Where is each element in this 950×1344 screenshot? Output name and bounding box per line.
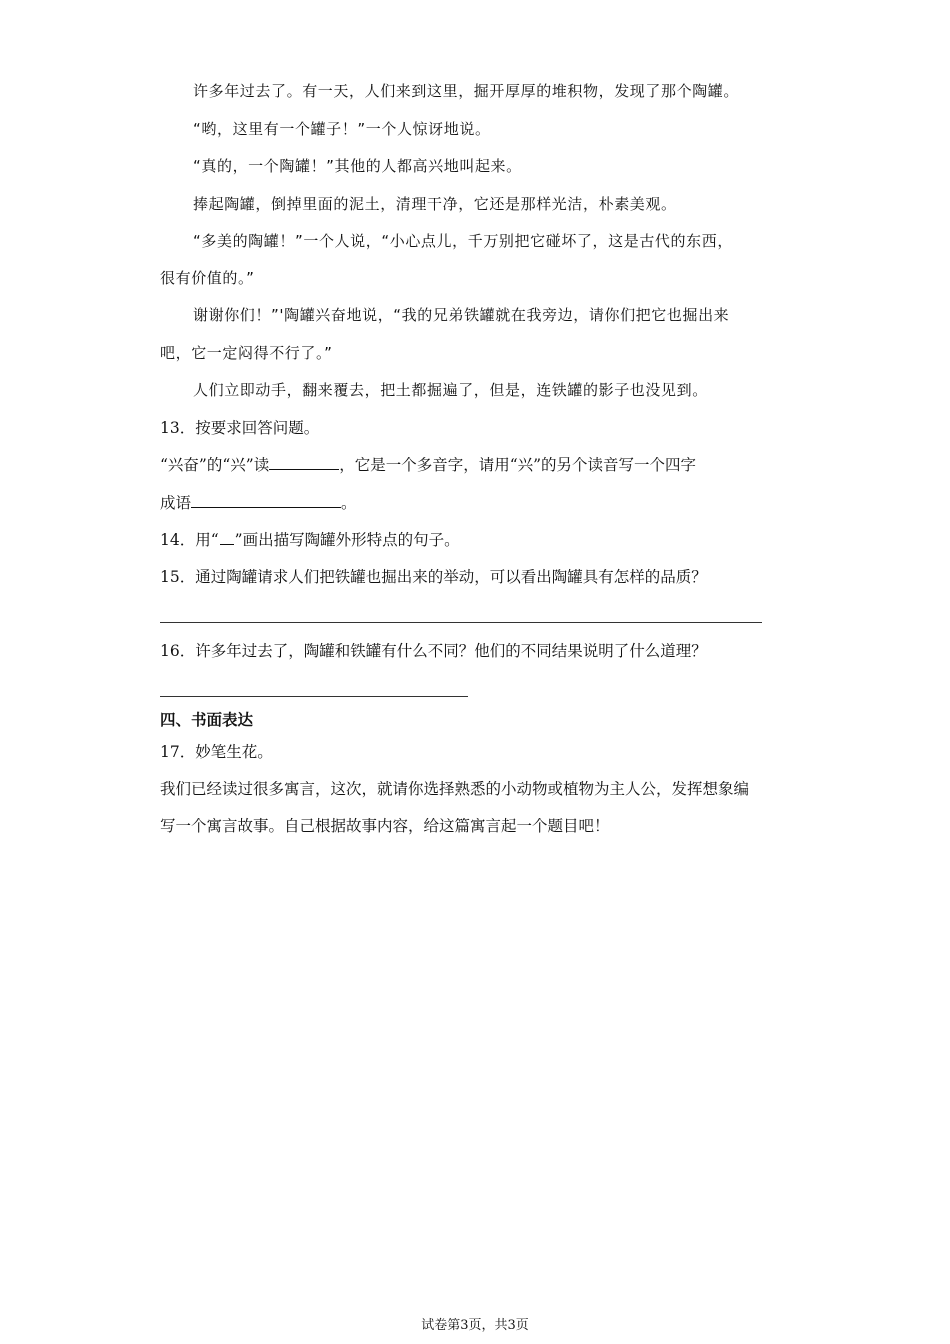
section-4-heading: 四、书面表达 xyxy=(160,711,254,729)
story-line-4: 捧起陶罐，倒掉里面的泥土，清理干净，它还是那样光洁，朴素美观。 xyxy=(193,195,677,213)
q13-title: 13．按要求回答问题。 xyxy=(160,419,320,437)
q17-title: 17．妙笔生花。 xyxy=(160,743,273,761)
underline-mark xyxy=(220,530,234,545)
story-line-5: “多美的陶罐！”一个人说，“小心点儿，千万别把它碰坏了，这是古代的东西， xyxy=(193,232,733,250)
q15-text: 15．通过陶罐请求人们把铁罐也掘出来的举动，可以看出陶罐具有怎样的品质？ xyxy=(160,568,707,586)
q16-answer-line[interactable] xyxy=(160,696,468,697)
q14-text xyxy=(160,530,460,550)
story-line-9: 人们立即动手，翻来覆去，把土都掘遍了，但是，连铁罐的影子也没见到。 xyxy=(193,381,708,399)
story-line-6: 很有价值的。” xyxy=(160,269,255,287)
story-line-7: 谢谢你们！”'陶罐兴奋地说，“我的兄弟铁罐就在我旁边，请你们把它也掘出来 xyxy=(193,306,730,324)
q17-prompt-line-1: 我们已经读过很多寓言，这次，就请你选择熟悉的小动物或植物为主人公，发挥想象编 xyxy=(160,780,750,798)
story-line-2: “哟，这里有一个罐子！”一个人惊讶地说。 xyxy=(193,120,491,138)
story-line-3: “真的，一个陶罐！”其他的人都高兴地叫起来。 xyxy=(193,157,522,175)
page-footer: 试卷第3页，共3页 xyxy=(421,1318,529,1333)
q13-line-1 xyxy=(160,455,696,475)
q13-line-2-part-a: 成语 xyxy=(160,494,192,512)
q13-line-2 xyxy=(160,493,357,513)
q14-part-b: ”画出描写陶罐外形特点的句子。 xyxy=(234,531,460,549)
q14-part-a: 14．用“ xyxy=(160,531,219,549)
q17-prompt-line-2: 写一个寓言故事。自己根据故事内容，给这篇寓言起一个题目吧！ xyxy=(160,817,610,835)
q13-line-1-part-a: “兴奋”的“兴”读 xyxy=(160,456,270,474)
q16-text: 16．许多年过去了，陶罐和铁罐有什么不同？他们的不同结果说明了什么道理？ xyxy=(160,642,707,660)
q13-pinyin-blank[interactable] xyxy=(269,455,339,470)
q15-answer-line[interactable] xyxy=(160,622,762,623)
q13-line-2-part-b: 。 xyxy=(341,494,357,512)
q13-idiom-blank[interactable] xyxy=(191,493,341,508)
story-line-8: 吧，它一定闷得不行了。” xyxy=(160,344,333,362)
story-line-1: 许多年过去了。有一天，人们来到这里，掘开厚厚的堆积物，发现了那个陶罐。 xyxy=(193,82,740,100)
q13-line-1-part-b: ，它是一个多音字，请用“兴”的另个读音写一个四字 xyxy=(339,456,697,474)
